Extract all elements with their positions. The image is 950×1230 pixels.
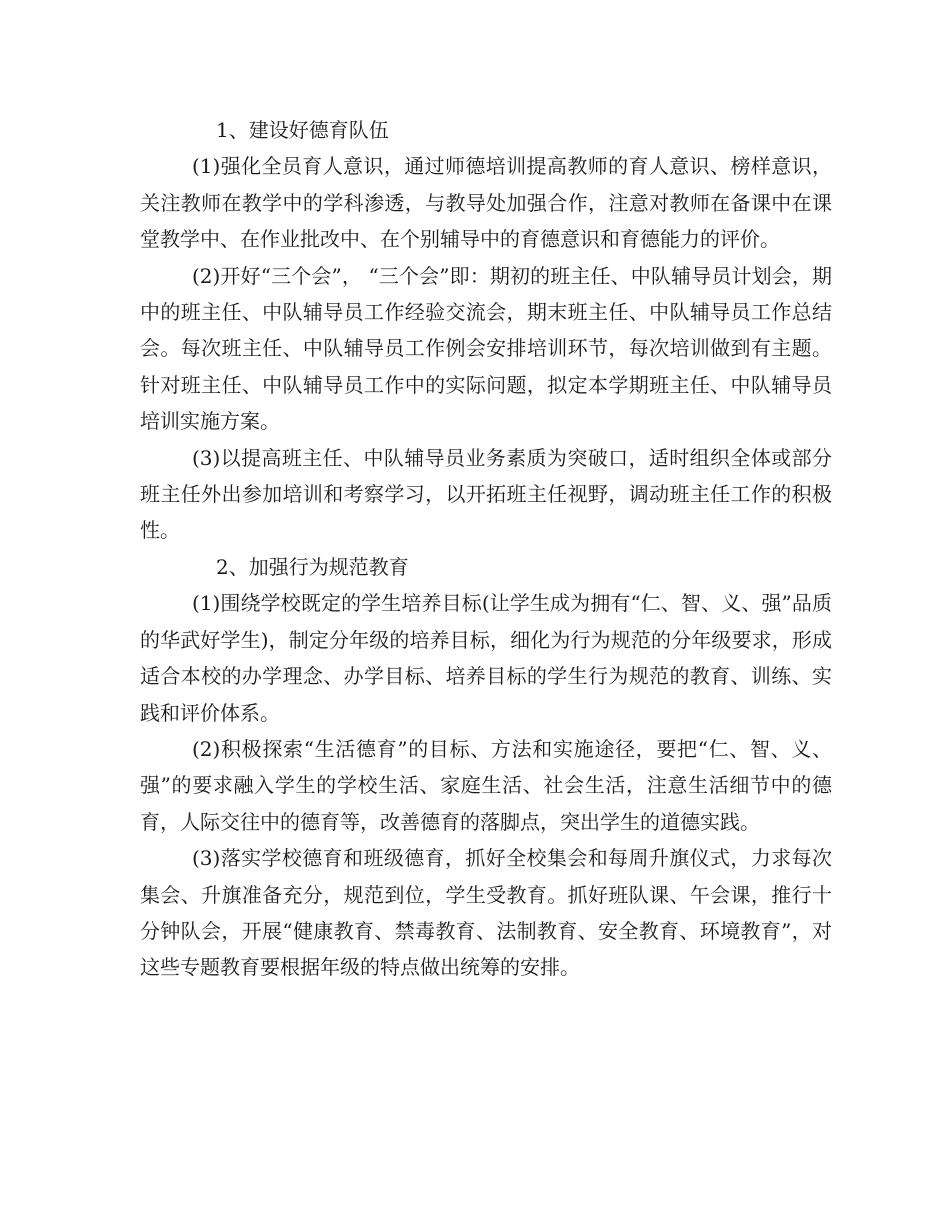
- paragraph-1-3: (3)以提高班主任、中队辅导员业务素质为突破口，适时组织全体或部分班主任外出参加培训和考察学习，以开拓班主任视野，调动班主任工作的积极性。: [140, 445, 832, 543]
- paragraph-2-2: (2)积极探索“生活德育”的目标、方法和实施途径，要把“仁、智、义、强”的要求融入学生的学校生活、家庭生活、社会生活，注意生活细节中的德育，人际交往中的德育等，改善德育的落脚点，突出学生的道德实践。: [140, 736, 832, 834]
- section-heading-2: 2、加强行为规范教育: [216, 554, 409, 579]
- document-body: [140, 112, 832, 986]
- paragraph-1-2: (2)开好“三个会”， “三个会”即：期初的班主任、中队辅导员计划会，期中的班主任、中队辅导员工作经验交流会，期末班主任、中队辅导员工作总结会。每次班主任、中队辅导员工作例会安排培训环节，每次培训做到有主题。针对班主任、中队辅导员工作中的实际问题，拟定本学期班主任、中队辅导员培训实施方案。: [140, 263, 832, 434]
- section-heading-1: 1、建设好德育队伍: [216, 118, 389, 142]
- paragraph-2-1: (1)围绕学校既定的学生培养目标(让学生成为拥有“仁、智、义、强”品质的华武好学生)，制定分年级的培养目标，细化为行为规范的分年级要求，形成适合本校的办学理念、办学目标、培养目标的学生行为规范的教育、训练、实践和评价体系。: [140, 591, 832, 725]
- paragraph-1-1: (1)强化全员育人意识，通过师德培训提高教师的育人意识、榜样意识，关注教师在教学中的学科渗透，与教导处加强合作，注意对教师在备课中在课堂教学中、在作业批改中、在个别辅导中的育德意识和育德能力的评价。: [140, 154, 832, 252]
- paragraph-2-3: (3)落实学校德育和班级德育，抓好全校集会和每周升旗仪式，力求每次集会、升旗准备充分，规范到位，学生受教育。抓好班队课、午会课，推行十分钟队会，开展“健康教育、禁毒教育、法制教育、安全教育、环境教育”，对这些专题教育要根据年级的特点做出统筹的安排。: [140, 846, 832, 980]
